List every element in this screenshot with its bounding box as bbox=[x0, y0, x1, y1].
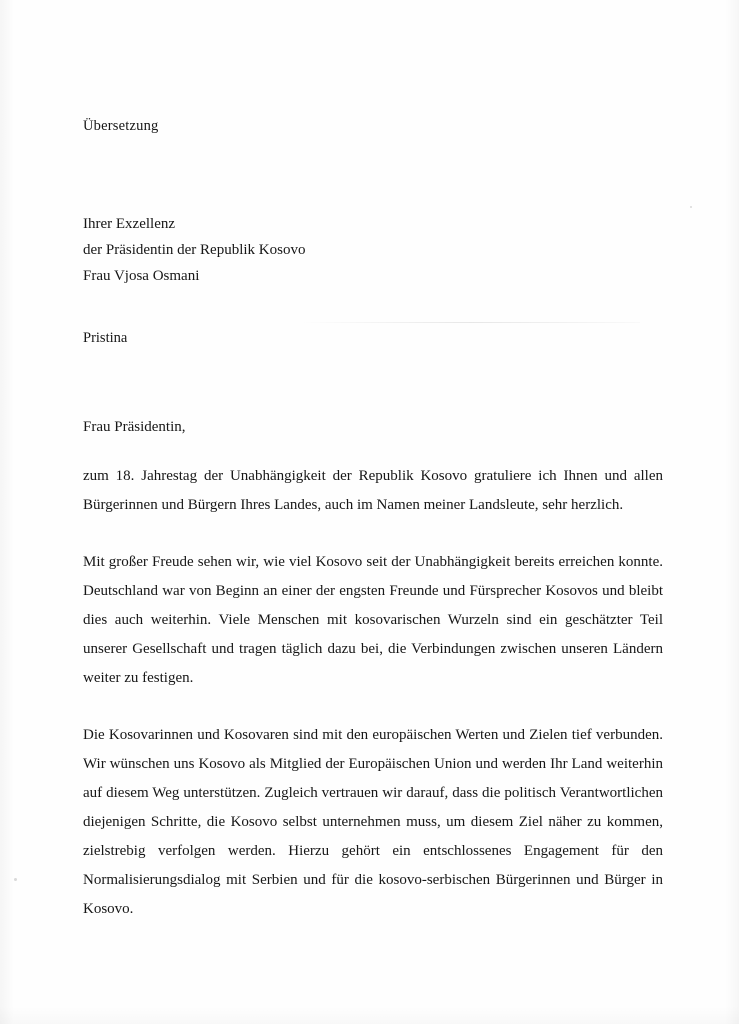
scan-speck bbox=[690, 206, 692, 208]
paragraph: Mit großer Freude sehen wir, wie viel Kosovo seit der Unabhängigkeit bereits erreichen konnte. Deutschland war von Beginn an einer der engsten Freunde und Fürsprecher Kosovos und bleibt dies auch weiterhin. Viele Menschen mit kosovarischen Wurzeln sind ein geschätzter Teil unserer Gesellschaft und tragen täglich dazu bei, die Verbindungen zwischen unseren Ländern weiter zu festigen. bbox=[83, 554, 663, 686]
recipient-city: Pristina bbox=[83, 330, 128, 346]
scan-speck bbox=[14, 878, 17, 881]
salutation: Frau Präsidentin, bbox=[83, 419, 186, 435]
document-type-label: Übersetzung bbox=[83, 118, 159, 134]
address-line-3: Frau Vjosa Osmani bbox=[83, 268, 200, 284]
recipient-address-block bbox=[83, 211, 663, 289]
letter-body bbox=[83, 462, 663, 924]
paragraph: Die Kosovarinnen und Kosovaren sind mit den europäischen Werten und Zielen tief verbunden. Wir wünschen uns Kosovo als Mitglied der Europäischen Union und werden Ihr Land weiterhin auf diesem Weg unterstützen. Zugleich vertrauen wir darauf, dass die politisch Verantwortlichen diejenigen Schritte, die Kosovo selbst unternehmen muss, um diesem Ziel näher zu kommen, zielstrebig verfolgen werden. Hierzu gehört ein entschlossenes Engagement für den Normalisierungsdialog mit Serbien und für die kosovo-serbischen Bürgerinnen und Bürger in Kosovo. bbox=[83, 727, 663, 917]
paragraph: zum 18. Jahrestag der Unabhängigkeit der Republik Kosovo gratuliere ich Ihnen und allen Bürgerinnen und Bürgern Ihres Landes, auch im Namen meiner Landsleute, sehr herzlich. bbox=[83, 468, 663, 513]
page-edge-shadow-right bbox=[725, 0, 739, 1024]
address-line-1: Ihrer Exzellenz bbox=[83, 216, 176, 232]
page-edge-shadow-left bbox=[0, 0, 14, 1024]
address-line-2: der Präsidentin der Republik Kosovo bbox=[83, 242, 306, 258]
letter-content bbox=[83, 118, 663, 924]
page-edge-shadow-bottom bbox=[0, 1006, 739, 1024]
